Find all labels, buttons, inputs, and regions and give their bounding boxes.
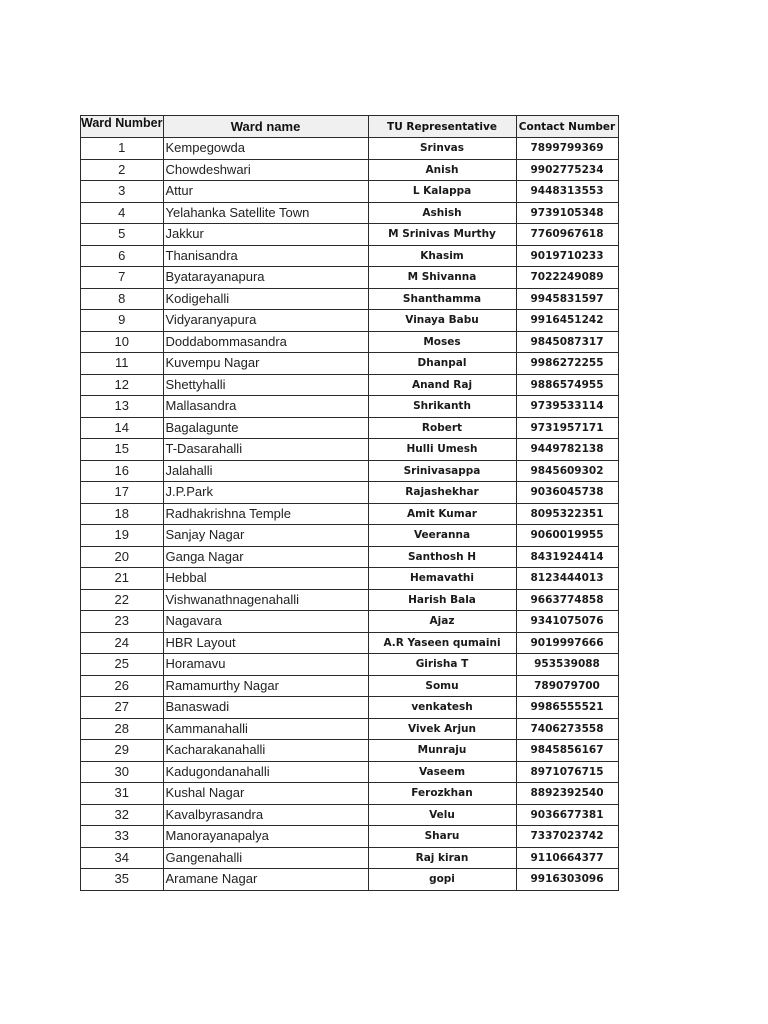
tu-representative-cell: Dhanpal xyxy=(368,353,516,375)
ward-number-cell: 22 xyxy=(81,589,164,611)
ward-number-cell: 7 xyxy=(81,267,164,289)
table-row xyxy=(81,568,619,590)
tu-representative-cell: Velu xyxy=(368,804,516,826)
tu-representative-cell: Munraju xyxy=(368,740,516,762)
table-body xyxy=(81,138,619,891)
contact-number-cell: 9019710233 xyxy=(516,245,618,267)
ward-name-cell: J.P.Park xyxy=(163,482,368,504)
ward-name-cell: Yelahanka Satellite Town xyxy=(163,202,368,224)
ward-name-cell: Kodigehalli xyxy=(163,288,368,310)
tu-representative-cell: Srinivasappa xyxy=(368,460,516,482)
contact-number-cell: 9060019955 xyxy=(516,525,618,547)
tu-representative-cell: Harish Bala xyxy=(368,589,516,611)
ward-name-cell: Kavalbyrasandra xyxy=(163,804,368,826)
ward-name-cell: Banaswadi xyxy=(163,697,368,719)
table-row xyxy=(81,525,619,547)
contact-number-cell: 8892392540 xyxy=(516,783,618,805)
table-row xyxy=(81,224,619,246)
table-row xyxy=(81,783,619,805)
contact-number-cell: 9916303096 xyxy=(516,869,618,891)
ward-number-cell: 28 xyxy=(81,718,164,740)
tu-representative-cell: Hemavathi xyxy=(368,568,516,590)
ward-number-cell: 26 xyxy=(81,675,164,697)
tu-representative-cell: Sharu xyxy=(368,826,516,848)
ward-name-cell: Kuvempu Nagar xyxy=(163,353,368,375)
contact-number-cell: 9845856167 xyxy=(516,740,618,762)
ward-number-cell: 2 xyxy=(81,159,164,181)
contact-number-cell: 9986272255 xyxy=(516,353,618,375)
tu-representative-cell: Somu xyxy=(368,675,516,697)
ward-number-cell: 27 xyxy=(81,697,164,719)
table-row xyxy=(81,460,619,482)
ward-number-cell: 31 xyxy=(81,783,164,805)
tu-representative-cell: Ashish xyxy=(368,202,516,224)
table-row xyxy=(81,138,619,160)
contact-number-cell: 789079700 xyxy=(516,675,618,697)
table-row xyxy=(81,159,619,181)
header-ward-number: Ward Number xyxy=(81,116,164,138)
contact-number-cell: 9449782138 xyxy=(516,439,618,461)
contact-number-cell: 8971076715 xyxy=(516,761,618,783)
table-row xyxy=(81,288,619,310)
ward-number-cell: 11 xyxy=(81,353,164,375)
table-row xyxy=(81,826,619,848)
table-row xyxy=(81,654,619,676)
table-row xyxy=(81,439,619,461)
contact-number-cell: 9845609302 xyxy=(516,460,618,482)
ward-name-cell: Vishwanathnagenahalli xyxy=(163,589,368,611)
tu-representative-cell: Hulli Umesh xyxy=(368,439,516,461)
ward-number-cell: 29 xyxy=(81,740,164,762)
ward-number-cell: 1 xyxy=(81,138,164,160)
tu-representative-cell: Rajashekhar xyxy=(368,482,516,504)
ward-number-cell: 23 xyxy=(81,611,164,633)
table-row xyxy=(81,482,619,504)
ward-name-cell: Jakkur xyxy=(163,224,368,246)
table-row xyxy=(81,697,619,719)
contact-number-cell: 9663774858 xyxy=(516,589,618,611)
ward-representatives-table xyxy=(80,115,619,891)
contact-number-cell: 7899799369 xyxy=(516,138,618,160)
tu-representative-cell: Amit Kumar xyxy=(368,503,516,525)
ward-name-cell: Manorayanapalya xyxy=(163,826,368,848)
table-row xyxy=(81,761,619,783)
tu-representative-cell: Vaseem xyxy=(368,761,516,783)
ward-number-cell: 34 xyxy=(81,847,164,869)
contact-number-cell: 9110664377 xyxy=(516,847,618,869)
table-row xyxy=(81,632,619,654)
ward-number-cell: 30 xyxy=(81,761,164,783)
table-row xyxy=(81,202,619,224)
ward-number-cell: 25 xyxy=(81,654,164,676)
tu-representative-cell: Moses xyxy=(368,331,516,353)
ward-name-cell: T-Dasarahalli xyxy=(163,439,368,461)
contact-number-cell: 9731957171 xyxy=(516,417,618,439)
contact-number-cell: 8123444013 xyxy=(516,568,618,590)
tu-representative-cell: Girisha T xyxy=(368,654,516,676)
ward-name-cell: Jalahalli xyxy=(163,460,368,482)
table-row xyxy=(81,503,619,525)
tu-representative-cell: Ajaz xyxy=(368,611,516,633)
ward-name-cell: Chowdeshwari xyxy=(163,159,368,181)
ward-number-cell: 9 xyxy=(81,310,164,332)
ward-name-cell: Gangenahalli xyxy=(163,847,368,869)
ward-name-cell: Sanjay Nagar xyxy=(163,525,368,547)
ward-number-cell: 21 xyxy=(81,568,164,590)
table-row xyxy=(81,353,619,375)
table-row xyxy=(81,546,619,568)
ward-number-cell: 13 xyxy=(81,396,164,418)
ward-number-cell: 17 xyxy=(81,482,164,504)
ward-name-cell: Attur xyxy=(163,181,368,203)
table-row xyxy=(81,869,619,891)
tu-representative-cell: Veeranna xyxy=(368,525,516,547)
ward-number-cell: 14 xyxy=(81,417,164,439)
ward-name-cell: Nagavara xyxy=(163,611,368,633)
ward-name-cell: Kadugondanahalli xyxy=(163,761,368,783)
ward-number-cell: 4 xyxy=(81,202,164,224)
tu-representative-cell: L Kalappa xyxy=(368,181,516,203)
table-row xyxy=(81,718,619,740)
contact-number-cell: 9019997666 xyxy=(516,632,618,654)
ward-number-cell: 15 xyxy=(81,439,164,461)
ward-number-cell: 16 xyxy=(81,460,164,482)
table-header xyxy=(81,116,619,138)
ward-name-cell: Shettyhalli xyxy=(163,374,368,396)
contact-number-cell: 7760967618 xyxy=(516,224,618,246)
tu-representative-cell: Santhosh H xyxy=(368,546,516,568)
ward-number-cell: 35 xyxy=(81,869,164,891)
ward-name-cell: Horamavu xyxy=(163,654,368,676)
ward-name-cell: HBR Layout xyxy=(163,632,368,654)
ward-name-cell: Vidyaranyapura xyxy=(163,310,368,332)
ward-number-cell: 19 xyxy=(81,525,164,547)
contact-number-cell: 9739533114 xyxy=(516,396,618,418)
contact-number-cell: 7022249089 xyxy=(516,267,618,289)
ward-name-cell: Ganga Nagar xyxy=(163,546,368,568)
contact-number-cell: 7406273558 xyxy=(516,718,618,740)
tu-representative-cell: Raj kiran xyxy=(368,847,516,869)
ward-name-cell: Byatarayanapura xyxy=(163,267,368,289)
table-row xyxy=(81,417,619,439)
contact-number-cell: 9902775234 xyxy=(516,159,618,181)
tu-representative-cell: A.R Yaseen qumaini xyxy=(368,632,516,654)
ward-name-cell: Kammanahalli xyxy=(163,718,368,740)
contact-number-cell: 8095322351 xyxy=(516,503,618,525)
tu-representative-cell: Ferozkhan xyxy=(368,783,516,805)
ward-name-cell: Ramamurthy Nagar xyxy=(163,675,368,697)
table-row xyxy=(81,611,619,633)
header-tu-representative: TU Representative xyxy=(368,116,516,138)
tu-representative-cell: Srinvas xyxy=(368,138,516,160)
tu-representative-cell: Anand Raj xyxy=(368,374,516,396)
tu-representative-cell: Anish xyxy=(368,159,516,181)
table-row xyxy=(81,245,619,267)
tu-representative-cell: Khasim xyxy=(368,245,516,267)
table-row xyxy=(81,396,619,418)
table-row xyxy=(81,267,619,289)
tu-representative-cell: Robert xyxy=(368,417,516,439)
tu-representative-cell: Shanthamma xyxy=(368,288,516,310)
contact-number-cell: 9845087317 xyxy=(516,331,618,353)
tu-representative-cell: Vinaya Babu xyxy=(368,310,516,332)
ward-number-cell: 32 xyxy=(81,804,164,826)
ward-number-cell: 20 xyxy=(81,546,164,568)
tu-representative-cell: venkatesh xyxy=(368,697,516,719)
ward-number-cell: 18 xyxy=(81,503,164,525)
ward-number-cell: 5 xyxy=(81,224,164,246)
table-row xyxy=(81,804,619,826)
ward-name-cell: Kempegowda xyxy=(163,138,368,160)
contact-number-cell: 9448313553 xyxy=(516,181,618,203)
tu-representative-cell: M Srinivas Murthy xyxy=(368,224,516,246)
ward-name-cell: Kacharakanahalli xyxy=(163,740,368,762)
contact-number-cell: 9986555521 xyxy=(516,697,618,719)
contact-number-cell: 9036677381 xyxy=(516,804,618,826)
contact-number-cell: 9036045738 xyxy=(516,482,618,504)
ward-name-cell: Aramane Nagar xyxy=(163,869,368,891)
ward-number-cell: 24 xyxy=(81,632,164,654)
contact-number-cell: 9341075076 xyxy=(516,611,618,633)
tu-representative-cell: Shrikanth xyxy=(368,396,516,418)
contact-number-cell: 9739105348 xyxy=(516,202,618,224)
table-row xyxy=(81,181,619,203)
contact-number-cell: 9886574955 xyxy=(516,374,618,396)
table-row xyxy=(81,675,619,697)
ward-name-cell: Thanisandra xyxy=(163,245,368,267)
table-row xyxy=(81,740,619,762)
ward-number-cell: 6 xyxy=(81,245,164,267)
contact-number-cell: 9916451242 xyxy=(516,310,618,332)
header-ward-name: Ward name xyxy=(163,116,368,138)
ward-number-cell: 8 xyxy=(81,288,164,310)
ward-number-cell: 12 xyxy=(81,374,164,396)
ward-name-cell: Doddabommasandra xyxy=(163,331,368,353)
ward-number-cell: 10 xyxy=(81,331,164,353)
tu-representative-cell: M Shivanna xyxy=(368,267,516,289)
ward-number-cell: 3 xyxy=(81,181,164,203)
ward-name-cell: Kushal Nagar xyxy=(163,783,368,805)
tu-representative-cell: gopi xyxy=(368,869,516,891)
contact-number-cell: 8431924414 xyxy=(516,546,618,568)
contact-number-cell: 9945831597 xyxy=(516,288,618,310)
ward-name-cell: Hebbal xyxy=(163,568,368,590)
ward-number-cell: 33 xyxy=(81,826,164,848)
contact-number-cell: 7337023742 xyxy=(516,826,618,848)
table-row xyxy=(81,847,619,869)
table-row xyxy=(81,310,619,332)
ward-name-cell: Radhakrishna Temple xyxy=(163,503,368,525)
tu-representative-cell: Vivek Arjun xyxy=(368,718,516,740)
table-row xyxy=(81,374,619,396)
header-row xyxy=(81,116,619,138)
table-row xyxy=(81,589,619,611)
table-row xyxy=(81,331,619,353)
ward-name-cell: Bagalagunte xyxy=(163,417,368,439)
ward-name-cell: Mallasandra xyxy=(163,396,368,418)
header-contact-number: Contact Number xyxy=(516,116,618,138)
contact-number-cell: 953539088 xyxy=(516,654,618,676)
